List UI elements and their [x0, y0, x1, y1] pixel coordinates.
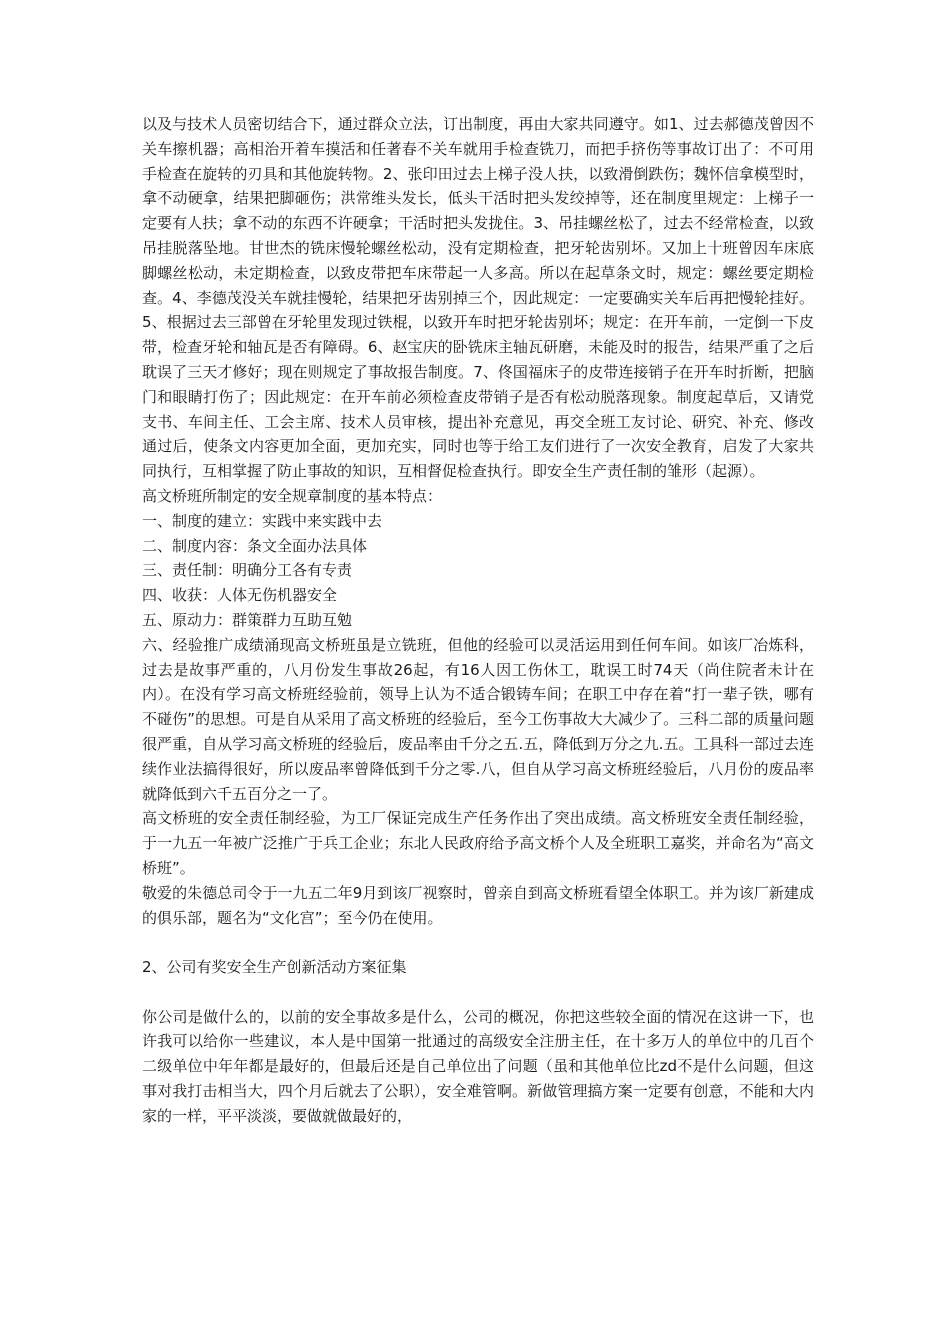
document-body — [142, 112, 814, 1129]
list-item-2: 二、制度内容：条文全面办法具体 — [142, 536, 368, 555]
list-item-5: 五、原动力：群策群力互助互勉 — [142, 610, 353, 629]
list-item-4: 四、收获：人体无伤机器安全 — [142, 586, 338, 605]
paragraph-visit: 敬爱的朱德总司令于一九五二年9月到该厂视察时，曾亲自到高文桥班看望全体职工。并为该厂新建成的俱乐部，题名为“文化宫”；至今仍在使用。 — [142, 883, 814, 927]
spacer — [142, 930, 814, 955]
paragraph-reply: 你公司是做什么的，以前的安全事故多是什么，公司的概况，你把这些较全面的情况在这讲一下，也许我可以给你一些建议，本人是中国第一批通过的高级安全注册主任，在十多万人的单位中的几百个二级单位中年年都是最好的，但最后还是自己单位出了问题（虽和其他单位比zd不是什么问题，但这事对我打击相当大，四个月后就去了公职），安全难管啊。新做管理搞方案一定要有创意，不能和大内家的一样，平平淡淡，要做就做最好的， — [142, 1007, 814, 1125]
spacer — [142, 980, 814, 1005]
list-item-1: 一、制度的建立：实践中来实践中去 — [142, 511, 383, 530]
paragraph-achievement: 高文桥班的安全责任制经验，为工厂保证完成生产任务作出了突出成绩。高文桥班安全责任制经验，于一九五一年被广泛推广于兵工企业；东北人民政府给予高文桥个人及全班职工嘉奖，并命名为“高文桥班”。 — [142, 809, 814, 877]
section-heading: 2、公司有奖安全生产创新活动方案征集 — [142, 958, 407, 977]
list-item-3: 三、责任制：明确分工各有专责 — [142, 561, 353, 580]
list-item-6: 六、经验推广成绩涌现高文桥班虽是立铣班，但他的经验可以灵活运用到任何车间。如该厂冶炼科，过去是故事严重的，八月份发生事故26起，有16人因工伤休工，耽误工时74天（尚住院者未计在内）。在没有学习高文桥班经验前，领导上认为不适合锻铸车间；在职工中存在着“打一辈子铁，哪有不碰伤”的思想。可是自从采用了高文桥班的经验后，至今工伤事故大大减少了。三科二部的质量问题很严重，自从学习高文桥班的经验后，废品率由千分之五.五，降低到万分之九.五。工具科一部过去连续作业法搞得很好，所以废品率曾降低到千分之零.八，但自从学习高文桥班经验后，八月份的废品率就降低到六千五百分之一了。 — [142, 635, 814, 803]
paragraph-features-heading: 高文桥班所制定的安全规章制度的基本特点： — [142, 486, 443, 505]
paragraph-history: 以及与技术人员密切结合下，通过群众立法，订出制度，再由大家共同遵守。如1、过去郝德茂曾因不关车擦机器；高相治开着车摸活和任著春不关车就用手检查铣刀，而把手挤伤等事故订出了：不可用手检查在旋转的刃具和其他旋转物。2、张印田过去上梯子没人扶，以致滑倒跌伤；魏怀信拿模型时，拿不动硬拿，结果把脚砸伤；洪常维头发长，低头干活时把头发绞掉等，还在制度里规定：上梯子一定要有人扶；拿不动的东西不许硬拿；干活时把头发拢住。3、吊挂螺丝松了，过去不经常检查，以致吊挂脱落坠地。甘世杰的铣床慢轮螺丝松动，没有定期检查，把牙轮齿别坏。又加上十班曾因车床底脚螺丝松动，未定期检查，以致皮带把车床带起一人多高。所以在起草条文时，规定：螺丝要定期检查。4、李德茂没关车就挂慢轮，结果把牙齿别掉三个，因此规定：一定要确实关车后再把慢轮挂好。5、根据过去三部曾在牙轮里发现过铁棍，以致开车时把牙轮齿别坏；规定：在开车前，一定倒一下皮带，检查牙轮和轴瓦是否有障碍。6、赵宝庆的卧铣床主轴瓦研磨，未能及时的报告，结果严重了之后耽误了三天才修好；现在则规定了事故报告制度。7、佟国福床子的皮带连接销子在开车时折断，把脑门和眼睛打伤了；因此规定：在开车前必须检查皮带销子是否有松动脱落现象。制度起草后，又请党支书、车间主任、工会主席、技术人员审核，提出补充意见，再交全班工友讨论、研究、补充、修改通过后，使条文内容更加全面，更加充实，同时也等于给工友们进行了一次安全教育，启发了大家共同执行，互相掌握了防止事故的知识，互相督促检查执行。即安全生产责任制的雏形（起源）。 — [142, 115, 814, 481]
